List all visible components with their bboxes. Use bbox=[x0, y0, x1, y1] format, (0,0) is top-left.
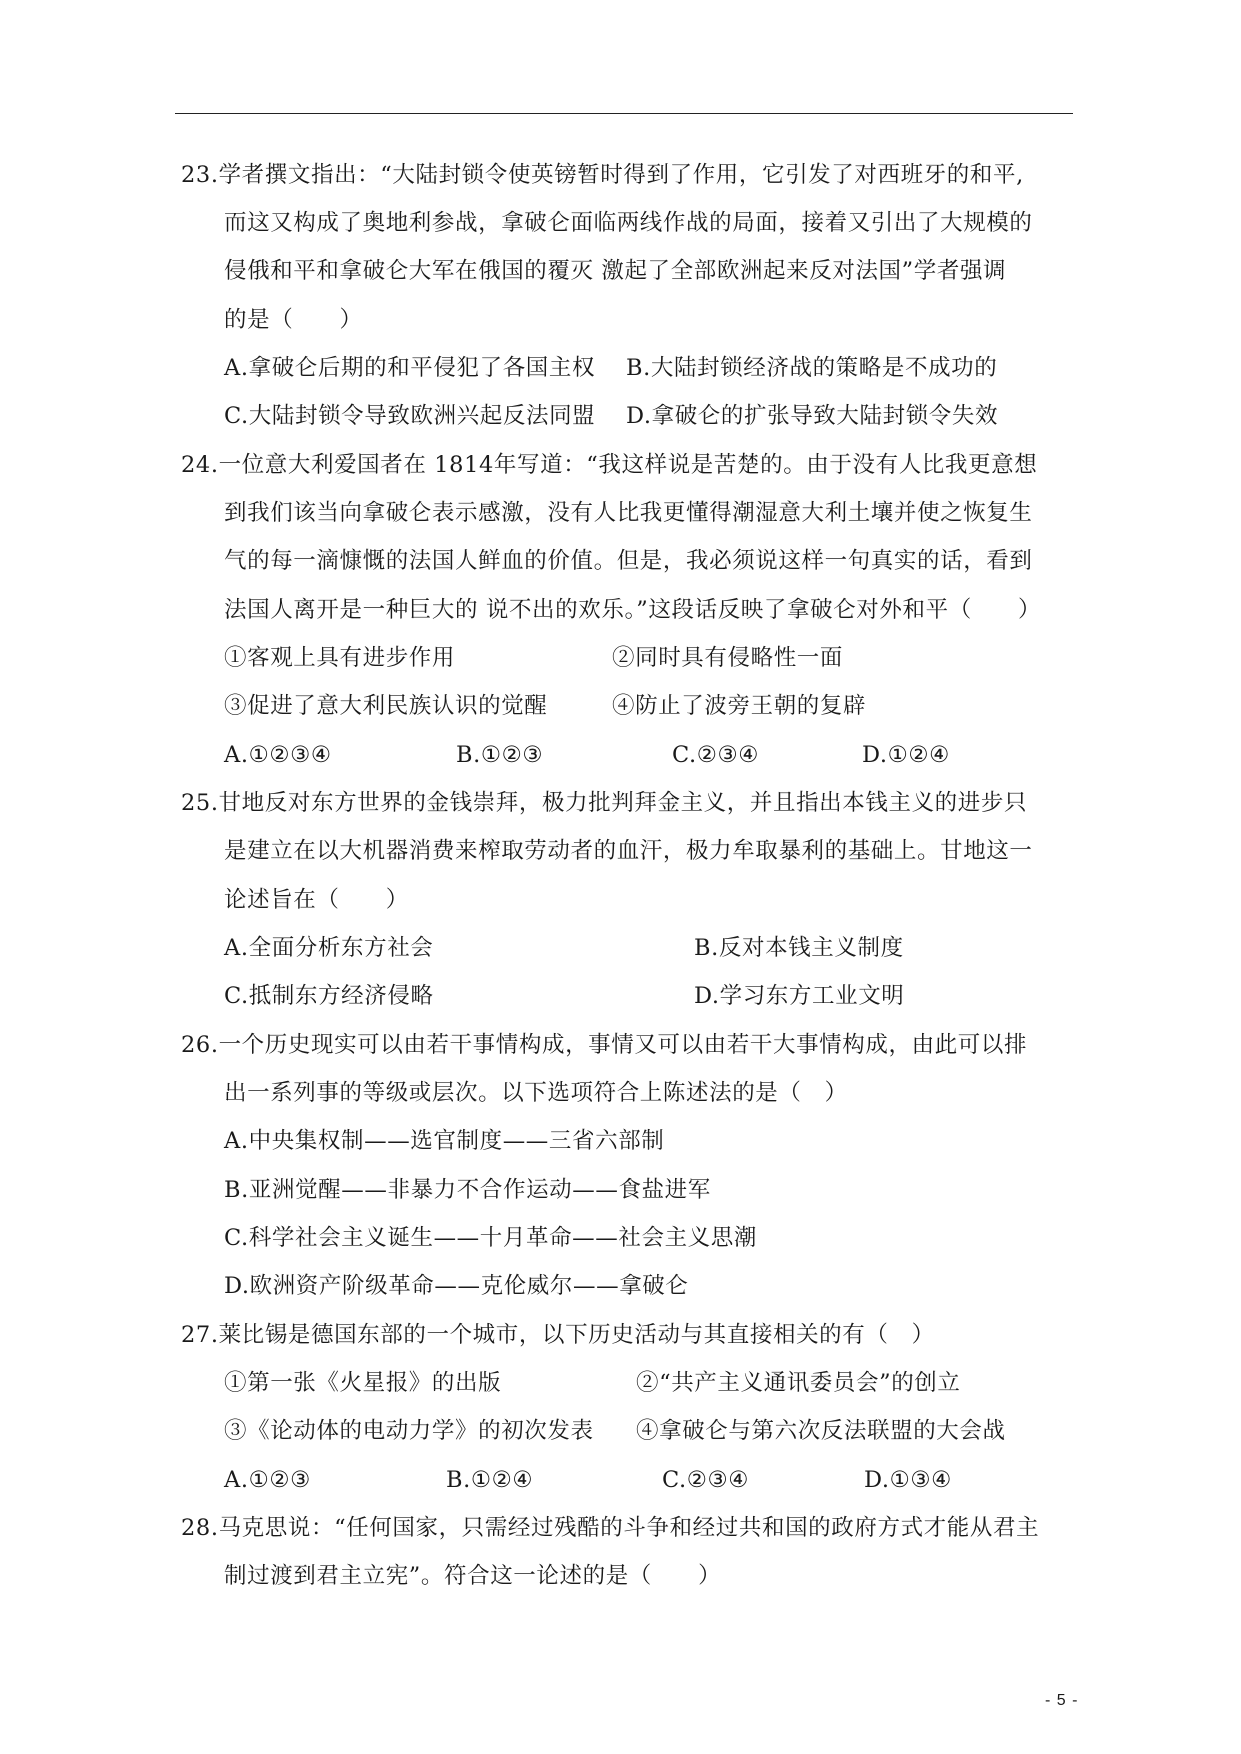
q24-stem-line-4: 法国人离开是一种巨大的 说不出的欢乐。”这段话反映了拿破仑对外和平（ ） bbox=[224, 597, 1042, 623]
q25-option-b: B.反对本钱主义制度 bbox=[694, 935, 904, 961]
q24-option-a: A.①②③④ bbox=[224, 742, 332, 768]
header-rule bbox=[175, 113, 1073, 114]
q27-option-d: D.①③④ bbox=[864, 1467, 952, 1493]
q27-item-2: ②“共产主义通讯委员会”的创立 bbox=[636, 1370, 961, 1396]
q23-option-d: D.拿破仑的扩张导致大陆封锁令失效 bbox=[626, 403, 999, 429]
q24-stem-line-1: 24.一位意大利爱国者在 1814年写道：“我这样说是苦楚的。由于没有人比我更意想 bbox=[181, 452, 1038, 478]
q26-option-c: C.科学社会主义诞生——十月革命——社会主义思潮 bbox=[224, 1225, 757, 1251]
q27-option-b: B.①②④ bbox=[446, 1467, 534, 1493]
q26-stem-line-2: 出一系列事的等级或层次。以下选项符合上陈述法的是（ ） bbox=[224, 1080, 848, 1106]
q24-item-3: ③促进了意大利民族认识的觉醒 bbox=[224, 693, 548, 719]
q26-option-a: A.中央集权制——选官制度——三省六部制 bbox=[224, 1128, 665, 1154]
q25-option-a: A.全面分析东方社会 bbox=[224, 935, 434, 961]
q27-option-a: A.①②③ bbox=[224, 1467, 311, 1493]
q28-stem-line-1: 28.马克思说：“任何国家，只需经过残酷的斗争和经过共和国的政府方式才能从君主 bbox=[181, 1515, 1040, 1541]
q23-option-b: B.大陆封锁经济战的策略是不成功的 bbox=[626, 355, 998, 381]
q25-option-d: D.学习东方工业文明 bbox=[694, 983, 905, 1009]
q26-option-d: D.欧洲资产阶级革命——克伦威尔——拿破仑 bbox=[224, 1273, 689, 1299]
q28-stem-line-2: 制过渡到君主立宪”。符合这一论述的是（ ） bbox=[224, 1563, 722, 1589]
q25-stem-line-2: 是建立在以大机器消费来榨取劳动者的血汗，极力牟取暴利的基础上。甘地这一 bbox=[224, 838, 1033, 864]
q27-item-3: ③《论动体的电动力学》的初次发表 bbox=[224, 1418, 594, 1444]
q25-option-c: C.抵制东方经济侵略 bbox=[224, 983, 434, 1009]
q24-item-2: ②同时具有侵略性一面 bbox=[612, 645, 844, 671]
q23-stem-line-1: 23.学者撰文指出：“大陆封锁令使英镑暂时得到了作用，它引发了对西班牙的和平, bbox=[181, 162, 1024, 188]
q27-item-1: ①第一张《火星报》的出版 bbox=[224, 1370, 502, 1396]
q27-stem-line-1: 27.莱比锡是德国东部的一个城市，以下历史活动与其直接相关的有（ ） bbox=[181, 1322, 935, 1348]
q24-option-b: B.①②③ bbox=[456, 742, 544, 768]
page-number: - 5 - bbox=[1045, 1692, 1079, 1709]
q24-option-d: D.①②④ bbox=[862, 742, 950, 768]
q23-option-a: A.拿破仑后期的和平侵犯了各国主权 bbox=[224, 355, 596, 381]
q24-stem-line-2: 到我们该当向拿破仑表示感激，没有人比我更懂得潮湿意大利土壤并使之恢复生 bbox=[224, 500, 1033, 526]
q23-stem-line-2: 而这又构成了奥地利参战，拿破仑面临两线作战的局面，接着又引出了大规模的 bbox=[224, 210, 1033, 236]
q24-stem-line-3: 气的每一滴慷慨的法国人鲜血的价值。但是，我必须说这样一句真实的话，看到 bbox=[224, 548, 1033, 574]
q23-stem-line-4: 的是（ ） bbox=[224, 307, 363, 333]
q25-stem-line-3: 论述旨在（ ） bbox=[224, 887, 409, 913]
q25-stem-line-1: 25.甘地反对东方世界的金钱崇拜，极力批判拜金主义，并且指出本钱主义的进步只 bbox=[181, 790, 1028, 816]
q24-option-c: C.②③④ bbox=[672, 742, 760, 768]
q24-item-1: ①客观上具有进步作用 bbox=[224, 645, 456, 671]
q24-item-4: ④防止了波旁王朝的复辟 bbox=[612, 693, 867, 719]
q23-option-c: C.大陆封锁令导致欧洲兴起反法同盟 bbox=[224, 403, 596, 429]
q26-option-b: B.亚洲觉醒——非暴力不合作运动——食盐进军 bbox=[224, 1177, 711, 1203]
q27-item-4: ④拿破仑与第六次反法联盟的大会战 bbox=[636, 1418, 1006, 1444]
q27-option-c: C.②③④ bbox=[662, 1467, 750, 1493]
q26-stem-line-1: 26.一个历史现实可以由若干事情构成，事情又可以由若干大事情构成，由此可以排 bbox=[181, 1032, 1028, 1058]
q23-stem-line-3: 侵俄和平和拿破仑大军在俄国的覆灭 激起了全部欧洲起来反对法国”学者强调 bbox=[224, 258, 1007, 284]
